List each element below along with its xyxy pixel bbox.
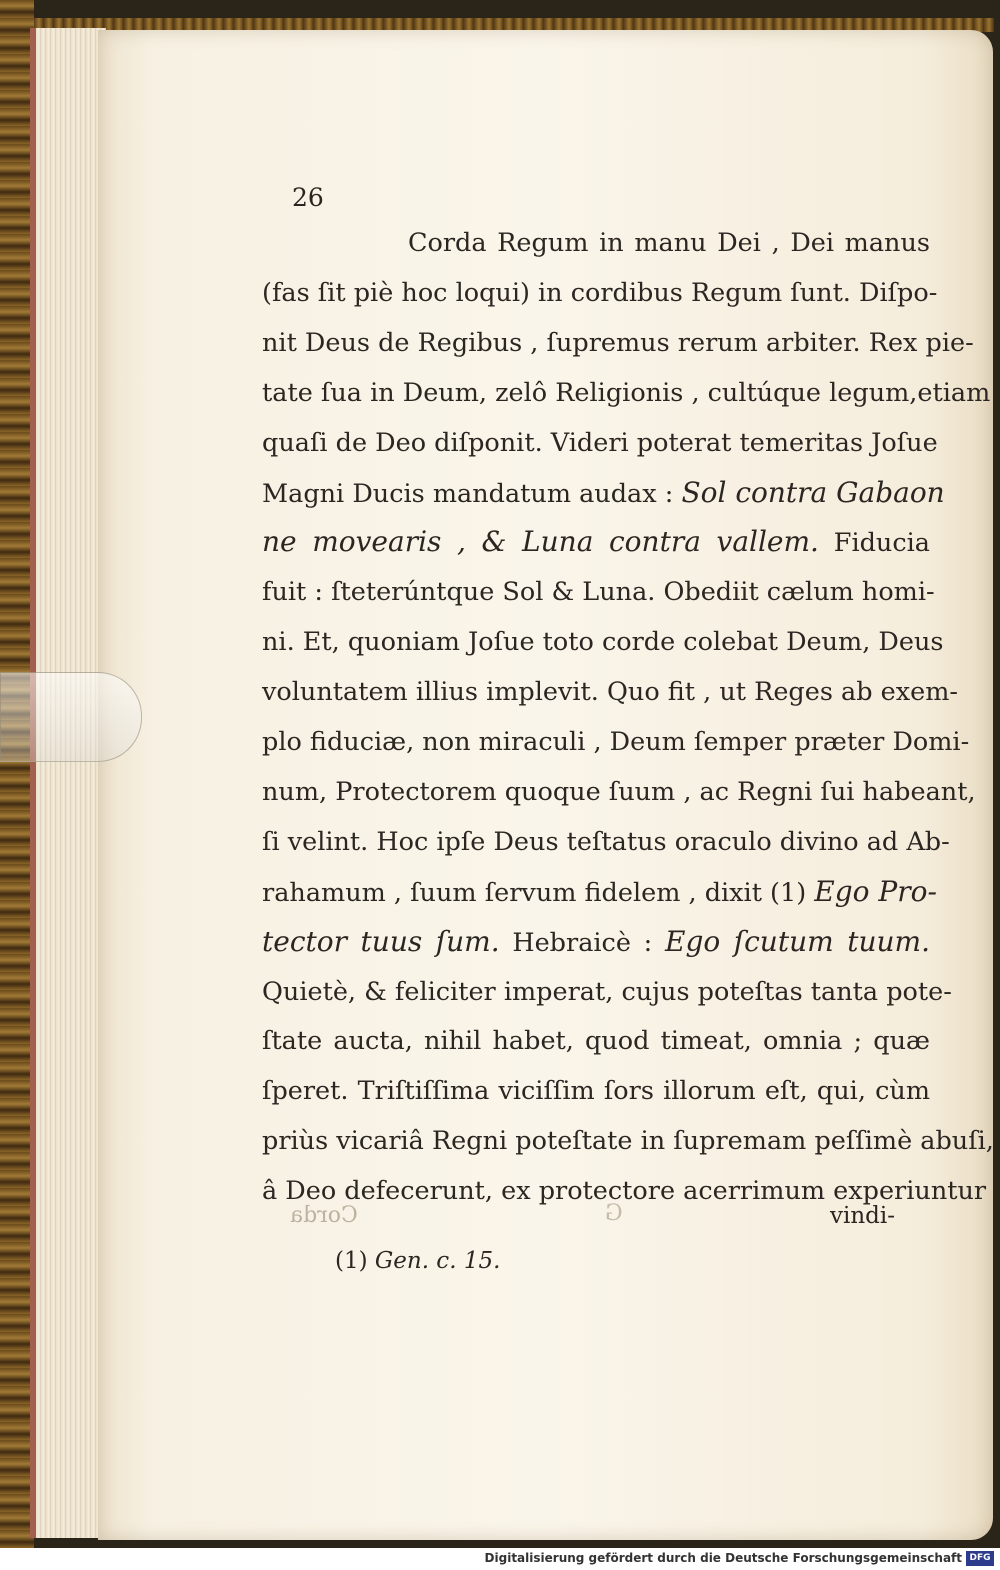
footnote [335, 1248, 500, 1274]
text-run: plo fiduciæ, non miraculi , Deum ſemper præter Domi- [262, 727, 970, 757]
text-line [408, 228, 930, 258]
text-line [262, 627, 944, 658]
text-run: num, Protectorem quoque ſuum , ac Regni ſui habeant, [262, 776, 976, 807]
text-run: rahamum , ſuum ſervum fidelem , dixit (1) [262, 877, 815, 908]
catchword: vindi- [830, 1203, 896, 1229]
text-line [262, 427, 938, 458]
text-line [262, 527, 930, 558]
text-line [262, 924, 930, 958]
dfg-logo: DFG [966, 1551, 994, 1566]
text-line [262, 776, 976, 807]
italic-run: ne movearis , & Luna contra vallem. [262, 525, 819, 559]
text-line [262, 327, 974, 358]
show-through-text-mid: G [605, 1201, 623, 1226]
italic-run: tector tuus ſum. [262, 924, 500, 958]
footnote-reference: Gen. c. 15. [374, 1248, 501, 1274]
text-run: ni. Et, quoniam Joſue toto corde colebat Deum, Deus [262, 627, 944, 658]
text-run: Quietè, & feliciter imperat, cujus poteſtas tanta pote- [262, 976, 952, 1007]
text-run: ſperet. Triſtiſſima viciſſim ſors illorum eſt, qui, cùm [262, 1076, 930, 1107]
funding-credit: Digitalisierung gefördert durch die Deutsche Forschungsgemeinschaft [484, 1551, 962, 1565]
text-run: Hebraicè : [499, 927, 665, 958]
text-line [262, 577, 935, 608]
footer-bar [0, 1548, 1000, 1570]
text-line [262, 475, 945, 509]
text-line [262, 677, 959, 708]
text-line [262, 1026, 930, 1056]
bookmark-clip [0, 672, 142, 762]
text-run: ſi velint. Hoc ipſe Deus teſtatus oraculo divino ad Ab- [262, 826, 950, 857]
show-through-text-left: Corda [290, 1203, 358, 1228]
footnote-mark: (1) [335, 1248, 375, 1274]
italic-run: Sol contra Gabaon [681, 475, 945, 509]
text-run: â Deo defecerunt, ex protectore acerrimum experiuntur [262, 1176, 987, 1207]
text-line [262, 826, 950, 857]
text-run: Magni Ducis mandatum audax : [262, 478, 682, 509]
italic-run: Ego ſcutum tuum. [665, 924, 930, 958]
text-line [262, 1126, 994, 1157]
text-run: nit Deus de Regibus , ſupremus rerum arbiter. Rex pie- [262, 327, 974, 358]
text-line [262, 976, 952, 1007]
text-line [262, 727, 970, 757]
page-number: 26 [292, 183, 324, 212]
text-run: fuit : ſteterúntque Sol & Luna. Obediit cælum homi- [262, 577, 935, 608]
text-line [262, 377, 991, 408]
text-line [262, 874, 937, 908]
italic-run: Ego Pro- [814, 874, 937, 908]
text-run: priùs vicariâ Regni poteſtate in ſupremam peſſimè abuſi, [262, 1126, 994, 1157]
text-run: quaſi de Deo diſponit. Videri poterat temeritas Joſue [262, 427, 938, 458]
text-run: (fas ſit piè hoc loqui) in cordibus Regum ſunt. Diſpo- [262, 277, 938, 308]
text-run: tate ſua in Deum, zelô Religionis , cultúque legum,etiam [262, 377, 991, 408]
text-line [262, 277, 938, 308]
page-stack-edge [30, 28, 106, 1538]
text-line [262, 1076, 930, 1106]
text-line [262, 1176, 987, 1207]
text-run: Fiducia [818, 528, 930, 559]
book-binding [0, 0, 34, 1548]
text-run: voluntatem illius implevit. Quo fit , ut Reges ab exem- [262, 677, 959, 708]
text-run: ſtate aucta, nihil habet, quod timeat, omnia ; quæ [262, 1026, 930, 1057]
text-run: Corda Regum in manu Dei , Dei manus [408, 228, 930, 258]
